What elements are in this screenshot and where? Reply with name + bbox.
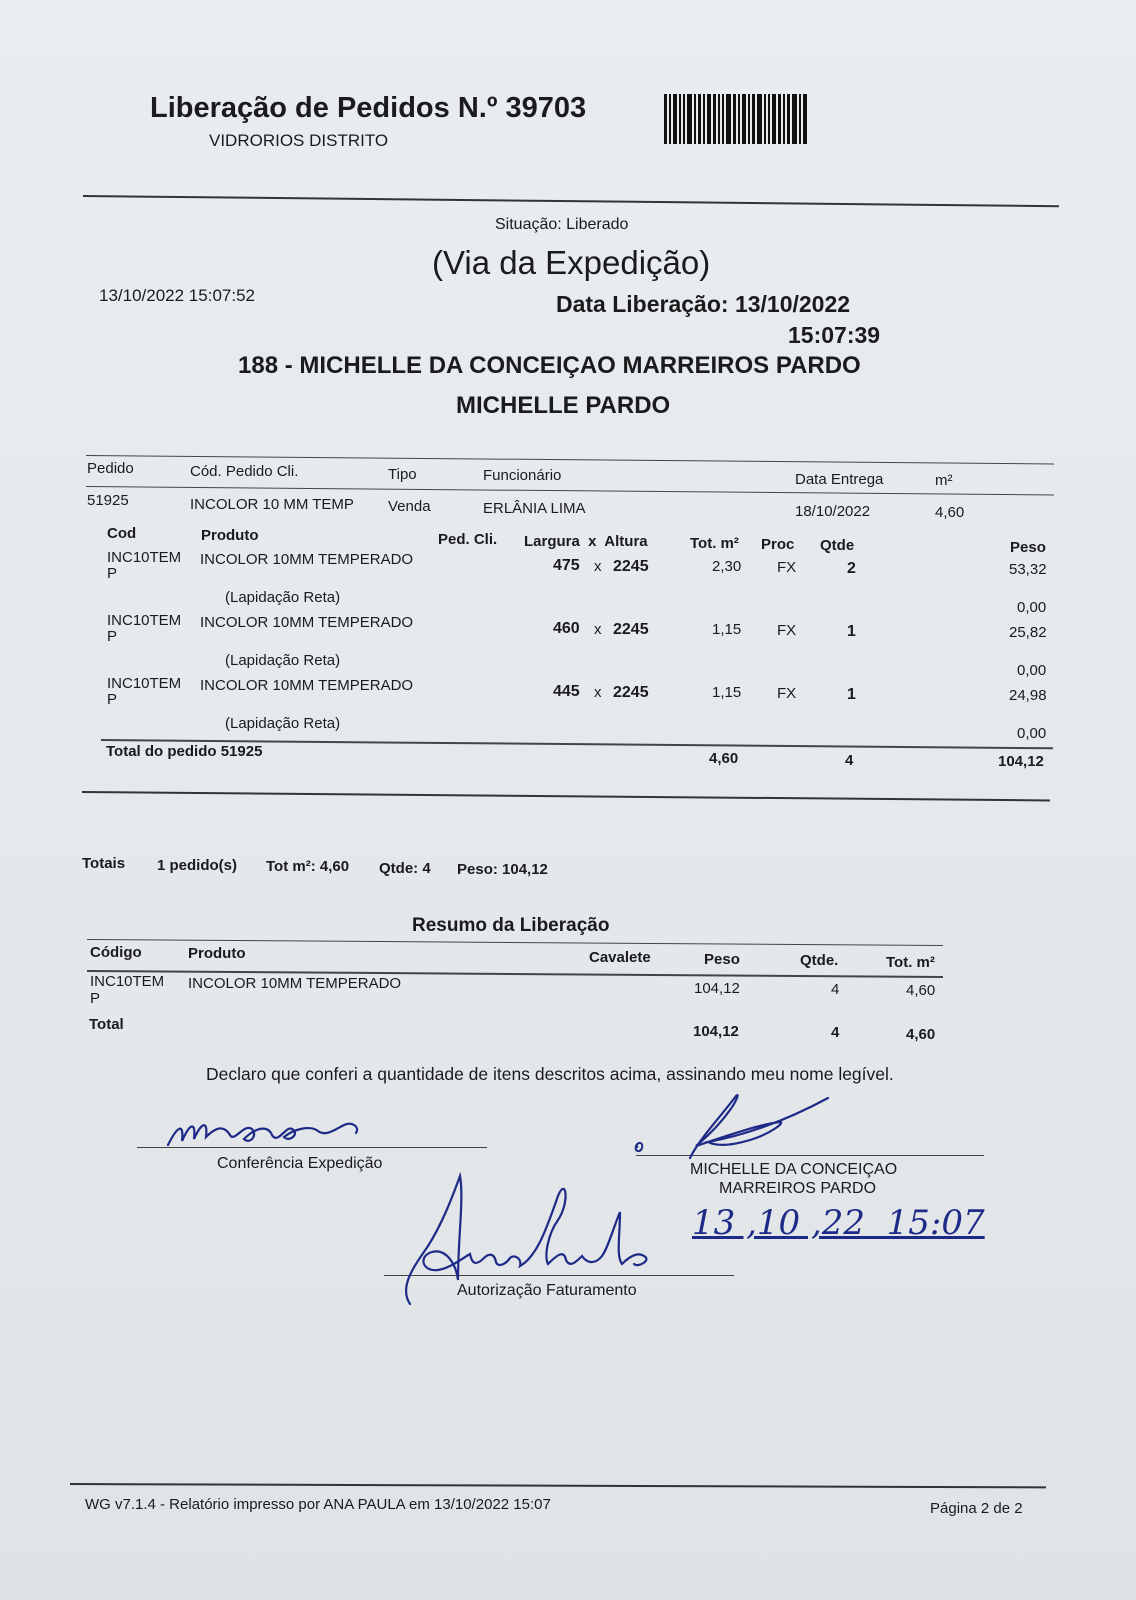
via-label: (Via da Expedição) (432, 244, 711, 281)
barcode-bar (703, 94, 705, 144)
barcode-bar (742, 94, 746, 144)
barcode-bar (713, 94, 716, 144)
data-entrega-value: 18/10/2022 (795, 503, 871, 520)
barcode-bar (803, 94, 807, 144)
pedido-value: 51925 (87, 492, 129, 509)
resumo-col-produto: Produto (188, 945, 246, 962)
order-total-peso: 104,12 (998, 753, 1044, 770)
barcode-bar (687, 94, 692, 144)
resumo-total-tot-m2: 4,60 (906, 1026, 936, 1043)
conferencia-handwritten-signature (160, 1105, 380, 1153)
items-col-peso: Peso (1010, 539, 1046, 556)
order-total-label: Total do pedido 51925 (106, 743, 263, 760)
document-title: Liberação de Pedidos N.º 39703 (150, 92, 587, 124)
barcode-bar (673, 94, 677, 144)
item-altura: 2245 (613, 684, 649, 701)
header-divider (83, 195, 1059, 207)
totais-m2: Tot m²: 4,60 (266, 858, 350, 875)
resumo-total-label: Total (89, 1016, 124, 1033)
item-peso: 24,98 (1009, 687, 1047, 704)
client-signature-name-1: MICHELLE DA CONCEIÇAO (690, 1161, 898, 1178)
item-largura: 460 (553, 620, 580, 637)
barcode-bar (768, 94, 770, 144)
col-m2: m² (935, 472, 953, 489)
resumo-row-codigo (90, 973, 164, 1007)
barcode-bar (698, 94, 701, 144)
item-cod-line2: P (107, 691, 118, 708)
autorizacao-handwritten-signature (398, 1168, 678, 1310)
resumo-col-peso: Peso (704, 951, 740, 968)
item-acabamento: (Lapidação Reta) (225, 715, 341, 732)
barcode-bar (792, 94, 797, 144)
col-data-entrega: Data Entrega (795, 471, 884, 488)
resumo-row-tot-m2: 4,60 (906, 982, 936, 999)
client-signature-name-2: MARREIROS PARDO (719, 1180, 877, 1197)
situacao-label: Situação: Liberado (495, 216, 629, 233)
items-col-produto: Produto (201, 527, 259, 544)
item-qtde: 1 (847, 623, 856, 640)
item-produto: INCOLOR 10MM TEMPERADO (200, 677, 414, 694)
item-x: x (594, 684, 602, 701)
order-total-qtde: 4 (845, 752, 854, 769)
item-proc: FX (777, 622, 797, 639)
resumo-row-codigo-line1: INC10TEM (90, 973, 165, 990)
barcode-bar (787, 94, 790, 144)
item-tot-m2: 2,30 (712, 558, 742, 575)
barcode-bar (778, 94, 781, 144)
resumo-total-qtde: 4 (831, 1024, 840, 1041)
footer-rule (70, 1483, 1046, 1488)
client-short-name: MICHELLE PARDO (456, 392, 671, 419)
client-name: 188 - MICHELLE DA CONCEIÇAO MARREIROS PARDO (238, 352, 861, 379)
print-timestamp: 13/10/2022 15:07:52 (99, 286, 255, 305)
client-handwritten-signature (630, 1088, 840, 1166)
barcode-bar (669, 94, 671, 144)
order-total-m2: 4,60 (709, 750, 739, 767)
barcode-bar (718, 94, 720, 144)
barcode-bar (707, 94, 711, 144)
totais-label: Totais (82, 855, 126, 872)
col-cod-pedido-cli: Cód. Pedido Cli. (190, 463, 299, 480)
resumo-title: Resumo da Liberação (412, 915, 610, 936)
barcode-bar (772, 94, 776, 144)
barcode-bar (783, 94, 785, 144)
m2-value: 4,60 (935, 504, 965, 521)
barcode-bar (664, 94, 667, 144)
item-proc: FX (777, 685, 797, 702)
col-tipo: Tipo (388, 466, 417, 483)
item-produto: INCOLOR 10MM TEMPERADO (200, 551, 414, 568)
footer-page-number: Página 2 de 2 (930, 1500, 1023, 1517)
item-tot-m2: 1,15 (712, 621, 742, 638)
item-x: x (594, 558, 602, 575)
cod-pedido-cli-value: INCOLOR 10 MM TEMP (190, 496, 354, 513)
totais-pedidos: 1 pedido(s) (157, 857, 238, 874)
barcode-bar (733, 94, 736, 144)
col-funcionario: Funcionário (483, 467, 562, 484)
barcode-bar (722, 94, 724, 144)
item-tot-m2: 1,15 (712, 684, 742, 701)
item-acabamento-peso: 0,00 (1017, 725, 1047, 742)
item-proc: FX (777, 559, 797, 576)
handwritten-date: 13 ,10 ,22 15:07 (692, 1203, 985, 1243)
data-liberacao-time: 15:07:39 (788, 322, 881, 348)
resumo-total-peso: 104,12 (693, 1023, 739, 1040)
item-peso: 25,82 (1009, 624, 1047, 641)
resumo-row-qtde: 4 (831, 981, 840, 998)
resumo-row-peso: 104,12 (694, 980, 740, 997)
item-produto: INCOLOR 10MM TEMPERADO (200, 614, 414, 631)
order-header-rule (86, 486, 1054, 495)
items-col-cod: Cod (107, 525, 137, 542)
funcionario-value: ERLÂNIA LIMA (483, 500, 586, 517)
item-cod-line1: INC10TEM (107, 612, 182, 629)
item-largura: 475 (553, 557, 580, 574)
resumo-col-tot-m2: Tot. m² (886, 954, 935, 971)
totais-peso: Peso: 104,12 (457, 861, 548, 878)
item-acabamento-peso: 0,00 (1017, 599, 1047, 616)
resumo-row-produto: INCOLOR 10MM TEMPERADO (188, 975, 402, 992)
barcode (664, 94, 836, 144)
barcode-bar (764, 94, 766, 144)
resumo-row-codigo-line2: P (90, 990, 101, 1007)
barcode-bar (757, 94, 762, 144)
order-section-divider (82, 791, 1050, 801)
barcode-bar (726, 94, 731, 144)
barcode-bar (738, 94, 740, 144)
item-largura: 445 (553, 683, 580, 700)
item-qtde: 2 (847, 560, 856, 577)
item-acabamento-peso: 0,00 (1017, 662, 1047, 679)
barcode-bar (694, 94, 696, 144)
barcode-bar (752, 94, 755, 144)
declaration-text: Declaro que conferi a quantidade de itens descritos acima, assinando meu nome legível. (206, 1064, 894, 1084)
item-cod-line2: P (107, 565, 118, 582)
company-name: VIDRORIOS DISTRITO (209, 131, 389, 150)
item-acabamento: (Lapidação Reta) (225, 652, 341, 669)
items-col-tot-m2: Tot. m² (690, 535, 739, 552)
tipo-value: Venda (388, 498, 431, 515)
conferencia-label: Conferência Expedição (217, 1155, 383, 1172)
col-pedido: Pedido (87, 460, 134, 477)
item-cod-line2: P (107, 628, 118, 645)
items-col-qtde: Qtde (820, 537, 855, 554)
autorizacao-label: Autorização Faturamento (457, 1282, 637, 1299)
barcode-bar (679, 94, 681, 144)
data-liberacao: Data Liberação: 13/10/2022 (556, 291, 851, 317)
item-x: x (594, 621, 602, 638)
resumo-col-codigo: Código (90, 944, 142, 961)
item-cod-line1: INC10TEM (107, 549, 182, 566)
items-col-largura-altura: Largura x Altura (524, 533, 648, 550)
item-altura: 2245 (613, 558, 649, 575)
barcode-bar (683, 94, 685, 144)
item-qtde: 1 (847, 686, 856, 703)
items-col-ped-cli: Ped. Cli. (438, 531, 498, 548)
items-col-proc: Proc (761, 536, 795, 553)
resumo-col-qtde: Qtde. (800, 952, 839, 969)
item-peso: 53,32 (1009, 561, 1047, 578)
barcode-bar (748, 94, 750, 144)
totais-qtde: Qtde: 4 (379, 860, 431, 877)
resumo-col-cavalete: Cavalete (589, 949, 651, 966)
item-altura: 2245 (613, 621, 649, 638)
barcode-bar (799, 94, 801, 144)
footer-left: WG v7.1.4 - Relatório impresso por ANA PAULA em 13/10/2022 15:07 (85, 1496, 551, 1513)
item-acabamento: (Lapidação Reta) (225, 589, 341, 606)
item-cod-line1: INC10TEM (107, 675, 182, 692)
